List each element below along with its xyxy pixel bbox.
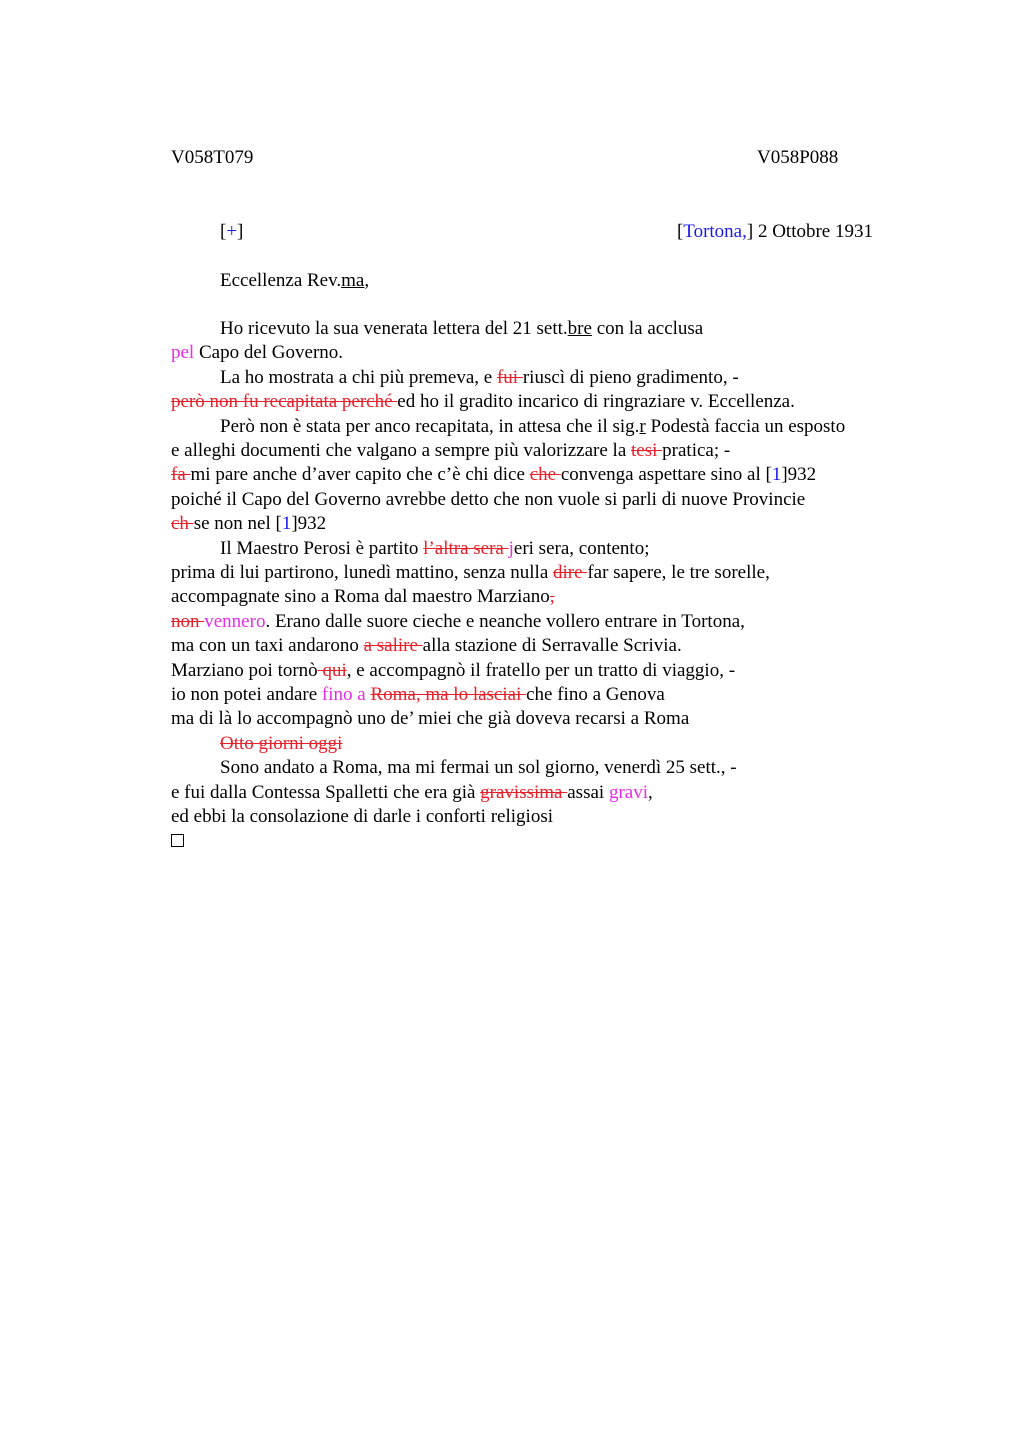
added-text: pel	[171, 342, 195, 364]
text-line	[171, 805, 553, 829]
text-line	[171, 585, 555, 609]
text-segment: ]932	[781, 464, 817, 486]
text-segment: Marziano poi tornò	[171, 659, 318, 681]
text-segment: riuscì di pieno gradimento, -	[522, 366, 739, 388]
cross-icon: +	[226, 221, 238, 242]
text-segment: Il Maestro Perosi è partito	[220, 537, 424, 559]
text-line	[171, 707, 689, 731]
bracket-close: ]	[746, 221, 754, 242]
text-segment: e alleghi documenti che valgano a sempre più valorizzare la	[171, 440, 632, 461]
text-segment: ,	[647, 781, 653, 803]
text-line	[171, 781, 653, 805]
editorial-insert: 1	[281, 513, 292, 535]
text-line	[171, 439, 730, 463]
text-segment: La ho mostrata a chi più premeva, e	[220, 366, 497, 388]
deleted-text: fa	[171, 464, 191, 486]
text-segment: alla stazione di Serravalle Scrivia.	[422, 635, 682, 657]
salutation-punct: ,	[364, 270, 370, 291]
text-segment: assai	[567, 781, 609, 803]
text-line	[171, 659, 735, 683]
letter-date: 2 Ottobre 1931	[753, 221, 873, 242]
deleted-text: tesi	[631, 440, 663, 461]
text-segment: mi pare anche d’aver capito che c’è chi dice	[190, 464, 530, 486]
document-id-right: V058P088	[757, 147, 839, 168]
text-segment: con la acclusa	[591, 318, 704, 339]
deleted-text: l’altra sera	[423, 537, 509, 559]
text-line	[171, 634, 682, 658]
text-line	[171, 512, 326, 536]
salutation-abbrev: ma	[341, 270, 365, 291]
added-text: gravi	[608, 781, 648, 803]
deleted-text: Roma, ma lo lasciai	[370, 684, 527, 705]
text-segment: . Erano dalle suore cieche e neanche vollero entrare in Tortona,	[265, 610, 745, 632]
deleted-text: però non fu recapitata perché	[171, 391, 398, 413]
text-segment: ma con un taxi andarono	[171, 635, 364, 657]
place-name: Tortona,	[683, 221, 747, 242]
text-line	[171, 683, 665, 707]
document-id-left: V058T079	[171, 147, 254, 168]
deleted-text: fui	[496, 366, 523, 388]
text-segment: ]932	[291, 513, 327, 535]
added-text: vennero	[204, 610, 266, 632]
underlined-abbrev: bre	[567, 318, 592, 339]
added-text: j	[508, 537, 514, 559]
bracket-open: [	[676, 221, 684, 242]
text-line	[220, 756, 737, 780]
salutation-text: Eccellenza Rev.	[220, 270, 342, 291]
text-segment: eri sera, contento;	[513, 537, 650, 559]
text-line	[220, 537, 649, 561]
text-segment: pratica; -	[662, 440, 731, 461]
text-segment: far sapere, le tre sorelle,	[587, 562, 770, 583]
text-line	[171, 463, 816, 487]
text-segment: Però non è stata per anco recapitata, in attesa che il sig.	[220, 415, 640, 437]
cross-mark	[220, 220, 243, 244]
deleted-text: gravissima	[480, 781, 568, 803]
deleted-text: a salire	[363, 635, 423, 657]
added-text: fino a	[321, 684, 371, 705]
end-marker	[171, 829, 184, 853]
text-segment: Podestà faccia un esposto	[645, 415, 846, 437]
text-line	[220, 317, 703, 341]
text-line	[171, 390, 795, 414]
text-segment: accompagnate sino a Roma dal maestro Marziano	[171, 586, 550, 608]
bracket-open: [	[220, 221, 227, 242]
salutation	[220, 269, 369, 293]
text-segment: ed ebbi la consolazione di darle i conforti religiosi	[171, 806, 553, 827]
text-line	[171, 341, 343, 365]
text-segment: e fui dalla Contessa Spalletti che era già	[171, 781, 481, 803]
text-segment: , e accompagnò il fratello per un tratto di viaggio, -	[346, 659, 736, 681]
deleted-text: ,	[549, 586, 555, 608]
text-segment: Sono andato a Roma, ma mi fermai un sol giorno, venerdì 25 sett., -	[220, 757, 737, 779]
text-line	[220, 732, 342, 756]
deleted-text: qui	[317, 659, 347, 681]
text-segment: Capo del Governo.	[194, 342, 344, 364]
bracket-close: ]	[237, 221, 244, 242]
text-segment: ma di là lo accompagnò uno de’ miei che già doveva recarsi a Roma	[171, 708, 690, 730]
text-segment: se non nel [	[193, 513, 282, 535]
text-line	[171, 488, 805, 512]
text-segment: convenga aspettare sino al [	[560, 464, 772, 486]
text-line	[171, 561, 770, 585]
text-segment: che fino a Genova	[526, 684, 665, 705]
underlined-abbrev: r	[639, 415, 646, 437]
place-date	[677, 220, 873, 244]
deleted-text: ch	[171, 513, 194, 535]
square-icon	[171, 834, 184, 847]
text-line	[171, 610, 745, 634]
text-segment: io non potei andare	[171, 684, 322, 705]
text-segment: prima di lui partirono, lunedì mattino, senza nulla	[171, 562, 554, 583]
text-segment: poiché il Capo del Governo avrebbe detto che non vuole si parli di nuove Provincie	[171, 488, 806, 510]
deleted-text: che	[529, 464, 561, 486]
deleted-text: Otto giorni oggi	[220, 732, 343, 754]
editorial-insert: 1	[771, 464, 782, 486]
deleted-text: dire	[553, 562, 588, 583]
deleted-text: non	[171, 610, 205, 632]
text-segment: Ho ricevuto la sua venerata lettera del 21 sett.	[220, 318, 568, 339]
text-line	[220, 366, 739, 390]
text-line	[220, 415, 845, 439]
text-segment: ed ho il gradito incarico di ringraziare v. Eccellenza.	[397, 391, 795, 413]
